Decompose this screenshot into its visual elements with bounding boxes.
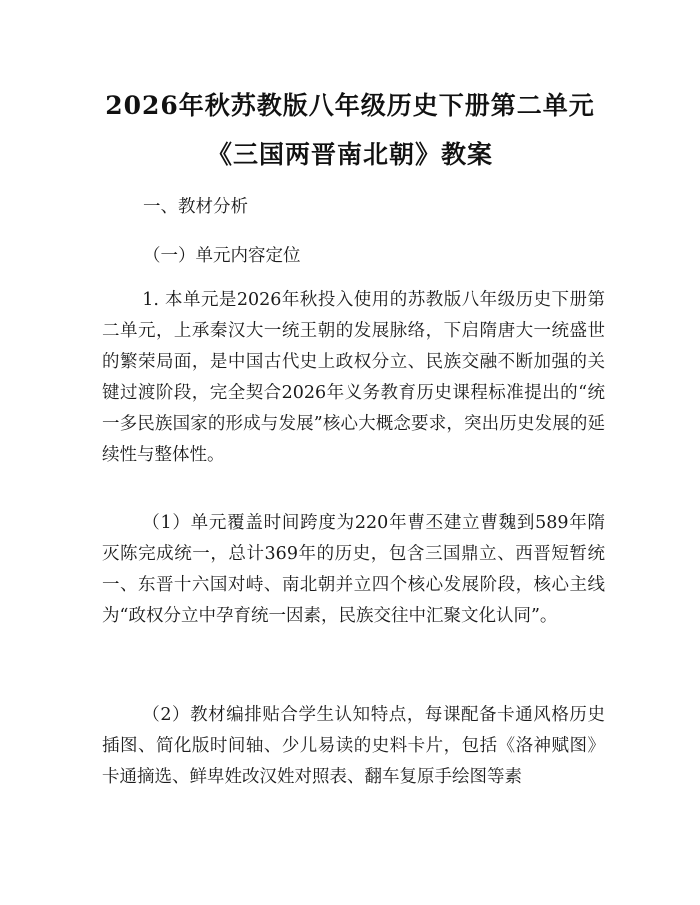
- paragraph-1: 1. 本单元是2026年秋投入使用的苏教版八年级历史下册第二单元，上承秦汉大一统王朝的发展脉络，下启隋唐大一统盛世的繁荣局面，是中国古代史上政权分立、民族交融不断加强的关键过渡阶段，完全契合2026年义务教育历史课程标准提出的“统一多民族国家的形成与发展”核心大概念要求，突出历史发展的延续性与整体性。: [102, 290, 605, 465]
- document-title-line-2: 《三国两晋南北朝》教案: [206, 140, 493, 169]
- subsection-heading: （一）单元内容定位: [143, 246, 301, 266]
- section-heading: 一、教材分析: [143, 197, 248, 217]
- paragraph-3: （2）教材编排贴合学生认知特点，每课配备卡通风格历史插图、简化版时间轴、少儿易读的史料卡片，包括《洛神赋图》卡通摘选、鲜卑姓改汉姓对照表、翻车复原手绘图等素: [102, 705, 605, 787]
- document-title-line-1: 2026年秋苏教版八年级历史下册第二单元: [105, 91, 595, 120]
- paragraph-2: （1）单元覆盖时间跨度为220年曹丕建立曹魏到589年隋灭陈完成统一，总计369年的历史，包含三国鼎立、西晋短暂统一、东晋十六国对峙、南北朝并立四个核心发展阶段，核心主线为“政权分立中孕育统一因素，民族交往中汇聚文化认同”。: [102, 513, 605, 626]
